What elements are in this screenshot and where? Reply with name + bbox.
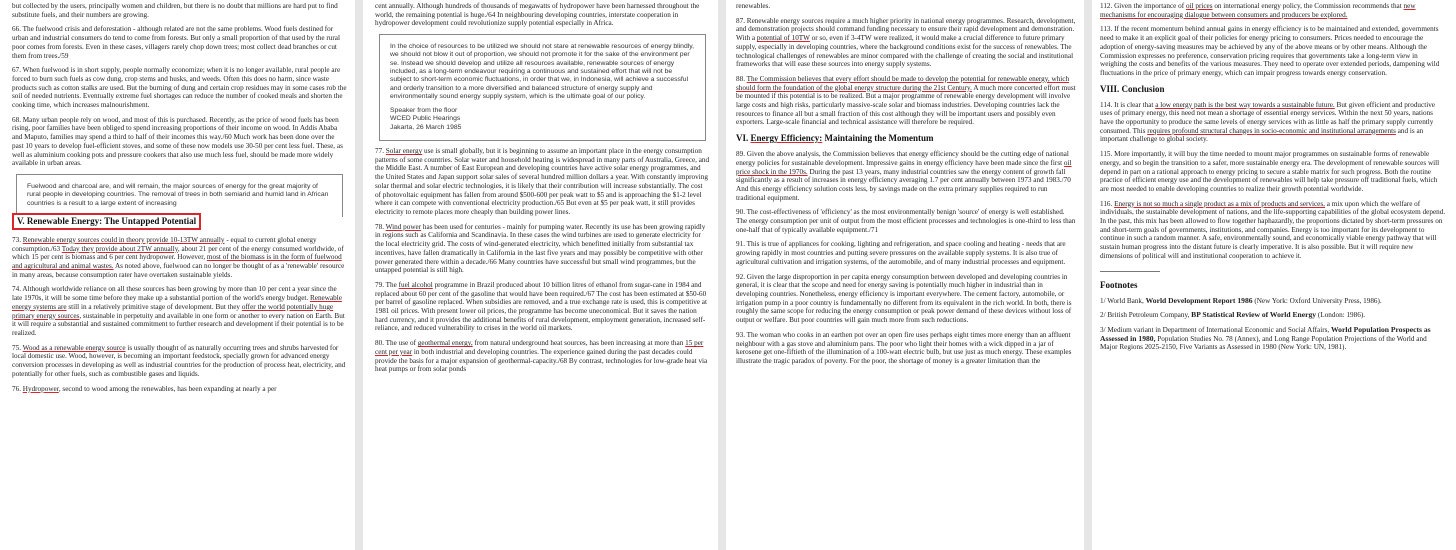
paragraph-intro: renewables. [736,2,771,10]
highlight-underline: Wind power [385,222,422,231]
quote-box [379,34,706,141]
paragraph-78 [375,223,710,275]
highlight-underline: oil prices [1185,2,1213,10]
para-number: 88. [736,74,747,83]
paragraph-67: 67. When fuelwood is in short supply, people normally economize; when it is no longer available, rural people are forced to burn such fuels as cow dung, crop stems and husks, and weeds. Often this does no harm, since waste products such as cotton stalks are used. But the burning of dung and certain crop residues may in some cases rob the soil of needed nutrients. Eventually extreme fuel shortages can reduce the number of cooked meals and shorten the cooking time, which increases malnourishment. [12,66,347,110]
highlight-underline: Wood as a renewable energy source [22,343,126,352]
highlight-underline: oil price shock in the 1970s. [736,158,1072,176]
text-run: (New York: UN, 1981). [1276,343,1347,352]
section-title-energy-efficiency [736,133,1076,144]
text-run: is usually thought of as naturally occurring trees and shrubs harvested for local domestic use. Wood, however, is becoming an important feedstock, specially grown for advanced energy conversion processes in developing as well as industrial countries for the production of process heat, electricity, and potentially for other fuels, such as combustible gases and liquids. [12,343,346,378]
highlight-underline: Today they provide about 2TW annually [61,244,178,253]
text-run: During the past 13 years, many industrial countries saw the energy content of growth fall significantly as a result of increases in energy efficiency averaging 1.7 per cent annually between 1973 and 1983./70 And this energy efficiency solution costs less, by savings made on the extra primary supplies required to run traditional equipment. [736,167,1071,202]
paragraph-74 [12,285,347,337]
highlight-underline: Solar energy [385,147,423,156]
quote-attribution [390,107,695,132]
page-3[interactable] [726,0,1084,550]
paragraph-88 [736,75,1076,127]
page-2[interactable] [363,0,718,550]
text-run: But given efficient and productive uses of primary energy, this need not mean a shortage of essential energy services. Within the next 50 years, nations have the opportunity to produce the same levels of energy services with as little as half the primary supply currently consumed. This [1100,100,1435,135]
highlight-underline: Renewable energy systems are [12,294,342,311]
section-title-renewable-energy: V. Renewable Energy: The Untapped Potential [12,213,201,230]
text-run: from natural underground heat sources, has been increasing at more than [472,339,686,348]
paragraph-intro: but collected by the users, principally women and children, but there is no doubt that millions are hard put to find substitute fuels, and their numbers are growing. [12,2,338,19]
text-run: and is an important challenge to global society. [1100,126,1424,144]
paragraph-75 [12,344,347,379]
paragraph-73 [12,236,347,280]
text-run: still in a relatively primitive stage of development. But they [66,302,242,311]
paragraph-87 [736,17,1076,69]
footnotes-title: Footnotes [1100,279,1138,290]
footnote-source-title: World Population Prospects as Assessed in 1980, [1100,324,1431,343]
text-run: a mix upon which the welfare of individuals, the sustainable development of nations, and the life-supporting capabilities of the global ecosystem depend. In the past, this mix has been allowed to flow together haphazardly, the proportions dictated by short-term pressures on and short-term goals of governments, institutions, and companies. Energy is too important for its development to continue in such a random manner. A safe, environmentally sound, and economically viable energy pathway that will sustain human progress into the distant future is clearly imperative. It is also possible. But it will require new dimensions of political will and institutional cooperation to achieve it. [1100,199,1446,260]
highlight-underline: offer the world potentially huge primary energy sources [12,302,334,320]
highlight-underline: geothermal energy, [417,339,473,348]
paragraph-76 [12,385,347,394]
paragraph-80 [375,339,710,374]
paragraph-116 [1100,200,1446,261]
text-run: 2/ British Petroleum Company, [1100,311,1192,320]
paragraph-90: 90. The cost-effectiveness of 'efficiency' as the most environmentally benign 'source' of energy is well established. The energy consumption per unit of output from the most efficient processes and technologies is one-third to less than one-half that of typically available equipment./71 [736,208,1076,234]
hearing-label: WCED Public Hearings [390,115,461,123]
highlight-underline: potential of 10TW [756,34,810,43]
para-number: 80. The use of [375,339,418,348]
highlight-underline: The Commission believes that every effort should be made to develop the potential for renewable energy, which should form the foundation of the global energy structure during the 21st Century. [736,74,1070,92]
quote-text: In the choice of resources to be utilized we should not stare at renewable resources of energy blindly, we should not blow it out of proportion, we should not promote it for the sake of the environment per se. Instead we should develop and utilize all resources available, renewable sources of energy included, as a long-term endeavour requiring a continuous and sustained effort that will not be subject to short-term economic fluctuations, in order that we, in Indonesia, will achieve a successful and orderly transition to a more diversified and balanced structure of energy supply and environmentally sound energy supply system, which is the ultimate goal of our policy. [390,43,695,100]
section-title-conclusion: VIII. Conclusion [1100,83,1165,94]
paragraph-115: 115. More importantly, it will buy the time needed to mount major programmes on sustainable forms of renewable energy, and so begin the transition to a safer, more sustainable energy era. The development of renewable sources will depend in part on a rational approach to energy pricing to secure a stable matrix for such progress. Both the routine practice of efficient energy use and the development of renewables will help take pressure off traditional fuels, which are most needed to enable developing countries to realize their growth potential worldwide. [1100,150,1440,193]
paragraph-68: 68. Many urban people rely on wood, and most of this is purchased. Recently, as the price of wood fuels has been rising, poor families have been obliged to spend increasing proportions of their income on wood. In Addis Ababa and Maputo, families may spend a third to half of their incomes this way./60 Much work has been done over the past 10 years to develop fuel-efficient stoves, and some of these now models use 30-50 per cent less fuel. These, as well as aluminium cooking pots and pressure cookers that also use much less fuel, should be made more widely available in urban areas. [12,115,343,168]
text-run: 87. Renewable energy sources require a much higher priority in national energy programmes. Research, development, and demonstration projects should command funding necessary to ensure their rapid development and demonstration. With a [736,16,1076,43]
highlight-underline: new mechanisms for encouraging dialogue between consumers and producers be explored. [1100,2,1416,19]
page-1[interactable] [0,0,355,550]
text-run: A much more concerted effort must be mounted if this potential is to be realized. But a major programme of renewable energy development will involve large costs and high risks, particularly massive-scale solar and biomass industries. Developing countries lack the resources to finance all but a small fraction of this cost although they will be important users and possibly even exporters. Large-scale financial and technical assistance will therefore be required. [736,83,1076,127]
text-run: 114. It is clear that [1100,100,1156,109]
para-number: 75. [12,343,23,352]
footnote-1 [1100,297,1446,306]
footnote-source-title: World Development Report 1986 [1145,295,1253,305]
text-run: programme in Brazil produced about 10 billion litres of ethanol from sugar-cane in 1984 and replaced about 60 per cent of the gasoline that would have been required./67 The cost has been estimated at $50-60 per barrel of gasoline replaced. When subsidies are removed, and a true exchange rate is used, this is competitive at 1981 oil prices. With present lower oil prices, the programme has become uneconomical. But it saves the nation hard currency, and it provides the additional benefits of rural development, employment generation, increased self-reliance, and reduced vulnerability to crises in the world oil markets. [375,280,707,333]
page-4[interactable] [1092,0,1456,550]
footnote-3 [1100,326,1446,352]
text-run: has been used for centuries - mainly for pumping water. Recently its use has been growing rapidly in regions such as California and Scandinavia. In these cases the wind turbines are used to generate electricity for the local electricity grid. The costs of wind-generated electricity, which benefitted initially from substantial tax incentives, have fallen dramatically in California in the last five years and may possibly be competitive with other power generated there within a decade./66 Many countries have successful but small wind programmes, but the untapped potential is still high. [375,222,706,275]
para-number: 76. [12,384,23,393]
text-run: or so, even if 3-4TW were realized, it would make a crucial difference to future primary supply, especially in developing countries, where the background conditions exist for the success of renewables. The technological challenges of renewables are minor compared with the challenge of creating the social and institutional frameworks that will ease these sources into energy supply systems. [736,34,1074,69]
text-run: 3/ Medium variant in Department of International Economic and Social Affairs, [1100,325,1331,334]
text-run: on international energy policy, the Commission recommends that [1212,2,1404,10]
para-number: 79. The [375,280,399,289]
highlight-underline: Renewable energy sources could in theory provide 10-13TW annually [22,235,225,244]
text-run: (New York: Oxford University Press, 1986). [1252,296,1382,305]
paragraph-77 [375,147,710,217]
paragraph-66: 66. The fuelwood crisis and deforestation - although related are not the same problems. Wood fuels destined for urban and industrial consumers do tend to come from forests. But only a small proportion of that used by the rural poor comes from forests. Even in these cases, villagers rarely chop down trees; most collect dead branches or cut them from trees./59 [12,25,340,60]
text-run: 89. Given the above analysis, the Commission believes that energy efficiency should be the cutting edge of national energy policies for sustainable development. Impressive gains in energy efficiency have been made since the first [736,150,1069,167]
text-run: As noted above, fuelwood can no longer be thought of as a 'renewable' resource in many areas, because consumption rater have overtaken sustainable yields. [12,262,345,279]
text-run: , about 21 per cent of the energy consumed worldwide, of which 15 per cent is biomass and 6 per cent hydropower. However, [12,244,344,262]
highlight-underline: a low energy path is the best way towards a sustainable future. [1155,100,1335,109]
paragraph-intro: cent annually. Although hundreds of thousands of megawatts of hydropower have been harnessed throughout the world, the remaining potential is huge./64 In neighbouring developing countries, interstate cooperation in hydropower development could revolutionize supply potential especially in Africa. [375,2,700,28]
paragraph-91: 91. This is true of appliances for cooking, lighting and refrigeration, and space cooling and heating - needs that are growing rapidly in most countries and putting severe pressures on the available supply systems. It is also true of agricultural cultivation and irrigation systems, of the automobile, and of many industrial processes and equipment. [736,240,1066,266]
quote-text: Fuelwood and charcoal are, and will remain, the major sources of energy for the great majority of rural people in developing countries. The removal of trees in both semiarid and humid land in African countries is a result to a large extent of increasing [27,182,329,207]
para-number: 73. [12,235,23,244]
highlight-underline: 15 per cent per year [375,339,704,356]
text-run: 112. Given the importance of [1100,2,1186,10]
para-number: 116. [1100,199,1115,208]
text-run: (London: 1986). [1316,311,1366,320]
quote-box [16,174,343,217]
paragraph-92: 92. Given the large disproportion in per capita energy consumption between developed and developing countries in general, it is clear that the scope and need for energy saving is potentially much higher in industrial than in developing countries. Nonetheless, energy efficiency is important everywhere. The cement factory, automobile, or irrigation pump in a poor country is fundamentally no different from its equivalent in the rich world. In both, there is roughly the same scope for reducing the energy consumption or peak power demand of these devices without loss of output or welfare. But poor countries will gain much more from such reductions. [736,272,1072,325]
text-run: use is small globally, but it is beginning to assume an important place in the energy consumption patterns of some countries. Solar water and household heating is widespread in many parts of Australia, Greece, and the Middle East. A number of East European and developing countries have active solar energy programmes, and the United States and Japan support solar sales of several hundred million dollars a year. With constantly improving solar thermal and solar electric technologies, it is likely that their contribution will increase substantially. The cost of photovoltaic equipment has fallen from around $500-600 per peak watt to $5 and is approaching the $1-2 level where it can compete with conventional electricity production./65 But even at $5 per peak watt, it still provides electricity to remote places more cheaply than building power lines. [375,147,710,216]
highlight-underline: Hydropower [22,384,59,393]
section-number: VI. [736,133,751,144]
paragraph-89 [736,150,1076,202]
text-run: , sustainable in perpetuity and available in one form or another to every nation on Earth. But it will require a substantial and sustained commitment to further research and development if their potential is to be realized. [12,311,345,337]
paragraph-113: 113. If the recent momentum behind annual gains in energy efficiency is to be maintained and extended, governments need to make it an explicit goal of their policies for energy pricing to consumers. Prices needed to encourage the adoption of energy-saving measures may be achieved by any of the above means or by other means. Although the Commission expresses no preference, conservation pricing requires that governments take a long-term view in weighing the costs and benefits of the various measures. They need to operate over extended periods, dampening wild fluctuations in the price of primary energy, which can impair progress towards energy conservation. [1100,25,1440,77]
highlight-underline: Energy Efficiency: [750,133,823,144]
paragraph-114 [1100,101,1446,145]
speaker-label: Speaker from the floor [390,107,458,115]
footnote-source-title: BP Statistical Review of World Energy [1191,310,1317,320]
paragraph-93: 93. The woman who cooks in an earthen pot over an open fire uses perhaps eight times more energy than an affluent neighbour with a gas stove and aluminium pans. The poor who light their homes with a wick dipped in a jar of kerosene get one-fiftieth of the illumination of a 100-watt electric bulb, but use just as much energy. These examples illustrate the tragic paradox of poverty. For the poor, the shortage of money is a greater limitation than the [736,330,1072,365]
highlight-underline: most of the biomass is in the form of fuelwood and agricultural and animal wastes. [12,253,342,271]
highlight-underline: fuel alcohol [398,280,433,289]
footnote-2 [1100,311,1446,320]
text-run: 1/ World Bank, [1100,296,1146,305]
paragraph-112 [1100,2,1446,19]
paragraph-79 [375,281,710,333]
section-title-rest: Maintaining the Momentum [822,133,934,144]
text-run: , second to wood among the renewables, has been expanding at nearly a per [58,384,277,393]
text-run: 74. Although worldwide reliance on all these sources has been growing by more than 10 per cent a year since the late 1970s, it will be some time before they make up a substantial portion of the world's energy budget. [12,285,337,303]
footnote-separator [1100,271,1160,272]
text-run: Population Studies No. 78 (Annex), and Long Range Population Projections of the World and Major Regions 2025-2150, Five Variants as Assessed in 1980 [1100,334,1427,352]
place-date-label: Jakarta, 26 March 1985 [390,123,462,131]
para-number: 77. [375,147,386,156]
para-number: 78. [375,222,386,231]
text-run: in both industrial and developing countries. The experience gained during the past decades could provide the basis for a major expansion of geothermal-capacity./68 By contrast, technologies for low-grade heat via heat pumps or from solar ponds [375,347,708,374]
highlight-underline: Energy is not so much a single product as a mix of products and services, [1114,199,1325,208]
text-run: - equal to current global energy consumption./63 [12,235,317,253]
highlight-underline: requires profound structural changes in socio-economic and institutional arrangements [1147,126,1396,135]
